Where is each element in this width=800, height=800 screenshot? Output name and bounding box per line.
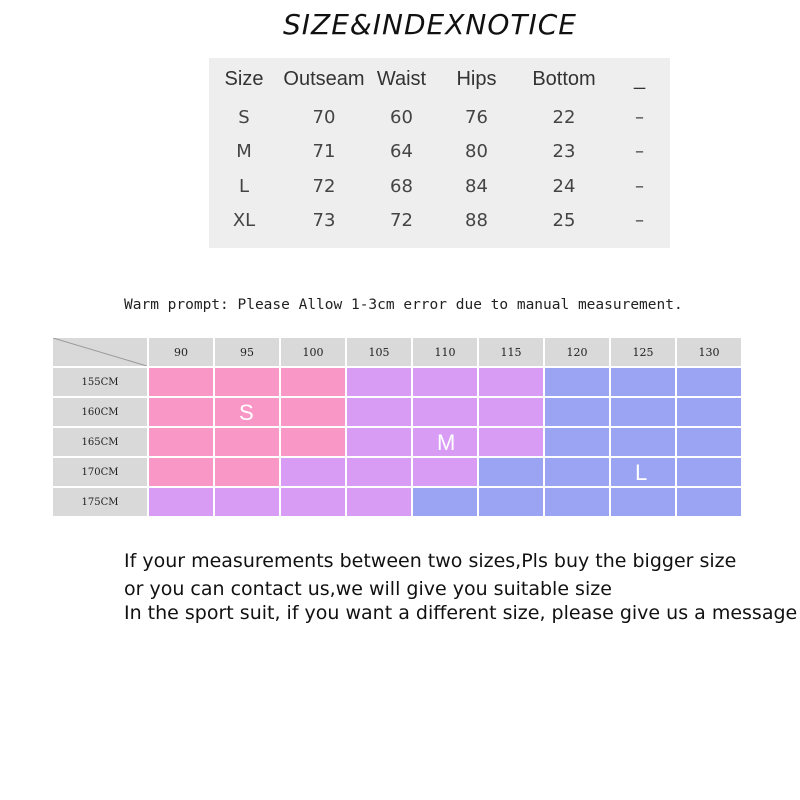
cell-extra: – bbox=[635, 175, 644, 197]
warm-prompt: Warm prompt: Please Allow 1-3cm error due to manual measurement. bbox=[124, 297, 683, 313]
grid-col-header: 95 bbox=[215, 338, 279, 366]
grid-row-header: 175CM bbox=[53, 488, 147, 516]
size-table bbox=[209, 58, 670, 238]
cell-size: L bbox=[238, 175, 250, 197]
grid-row-header: 155CM bbox=[53, 368, 147, 396]
cell-hips: 84 bbox=[465, 175, 488, 197]
grid-cell-s bbox=[149, 368, 213, 396]
grid-cell-s bbox=[281, 368, 345, 396]
grid-cell-l bbox=[545, 428, 609, 456]
grid-cell-s bbox=[215, 458, 279, 486]
grid-cell-m bbox=[413, 398, 477, 426]
grid-cell-l bbox=[545, 458, 609, 486]
page-title: SIZE&INDEXNOTICE bbox=[283, 8, 577, 41]
grid-col-header: 130 bbox=[677, 338, 741, 366]
size-grid bbox=[51, 336, 743, 518]
size-zone-label-s: S bbox=[239, 400, 254, 425]
grid-cell-m bbox=[479, 368, 543, 396]
cell-outseam: 70 bbox=[312, 106, 336, 128]
note-line-2: or you can contact us,we will give you suitable size bbox=[124, 578, 612, 600]
cell-bottom: 22 bbox=[552, 106, 576, 128]
grid-cell-s bbox=[149, 428, 213, 456]
header-waist: Waist bbox=[376, 67, 427, 90]
grid-cell-m bbox=[413, 458, 477, 486]
note-line-3: In the sport suit, if you want a different size, please give us a message bbox=[124, 602, 798, 624]
size-table-panel bbox=[209, 58, 670, 248]
cell-size: S bbox=[238, 106, 250, 128]
grid-col-header: 120 bbox=[545, 338, 609, 366]
grid-cell-l bbox=[611, 458, 675, 486]
grid-cell-s bbox=[281, 428, 345, 456]
size-zone-label-m: M bbox=[437, 430, 456, 455]
cell-waist: 72 bbox=[390, 210, 413, 232]
grid-cell-m bbox=[479, 398, 543, 426]
grid-cell-m bbox=[347, 398, 411, 426]
cell-outseam: 73 bbox=[312, 210, 336, 232]
grid-cell-m bbox=[347, 368, 411, 396]
corner-diagonal-icon bbox=[53, 338, 147, 366]
grid-cell-l bbox=[677, 488, 741, 516]
cell-extra: – bbox=[635, 106, 644, 128]
cell-bottom: 24 bbox=[552, 175, 576, 197]
note-line-1: If your measurements between two sizes,Pls buy the bigger size bbox=[124, 550, 737, 572]
grid-cell-m bbox=[215, 488, 279, 516]
cell-size: M bbox=[236, 141, 252, 163]
grid-row-header: 170CM bbox=[53, 458, 147, 486]
cell-extra: – bbox=[635, 210, 644, 232]
grid-corner bbox=[53, 338, 147, 366]
grid-cell-m bbox=[413, 428, 477, 456]
header-extra: _ bbox=[633, 67, 646, 90]
grid-row-header: 165CM bbox=[53, 428, 147, 456]
cell-hips: 88 bbox=[465, 210, 488, 232]
grid-row-header: 160CM bbox=[53, 398, 147, 426]
grid-cell-l bbox=[677, 368, 741, 396]
grid-cell-l bbox=[677, 398, 741, 426]
cell-hips: 80 bbox=[465, 141, 488, 163]
grid-cell-m bbox=[281, 488, 345, 516]
grid-cell-m bbox=[479, 428, 543, 456]
table-row bbox=[209, 204, 670, 239]
header-outseam: Outseam bbox=[283, 67, 365, 90]
grid-cell-l bbox=[677, 428, 741, 456]
grid-col-header: 125 bbox=[611, 338, 675, 366]
size-table-header-row bbox=[209, 58, 670, 100]
grid-cell-s bbox=[149, 458, 213, 486]
cell-extra: – bbox=[635, 141, 644, 163]
grid-row bbox=[53, 398, 741, 426]
table-row bbox=[209, 100, 670, 135]
grid-row bbox=[53, 488, 741, 516]
cell-waist: 60 bbox=[390, 106, 413, 128]
grid-cell-m bbox=[347, 458, 411, 486]
table-row bbox=[209, 169, 670, 204]
grid-cell-m bbox=[413, 368, 477, 396]
grid-cell-m bbox=[281, 458, 345, 486]
grid-row bbox=[53, 428, 741, 456]
grid-cell-l bbox=[479, 458, 543, 486]
grid-cell-s bbox=[215, 398, 279, 426]
cell-outseam: 72 bbox=[312, 175, 336, 197]
table-row bbox=[209, 135, 670, 170]
grid-cell-s bbox=[215, 428, 279, 456]
grid-cell-l bbox=[611, 398, 675, 426]
cell-waist: 68 bbox=[390, 175, 413, 197]
grid-cell-l bbox=[611, 368, 675, 396]
grid-cell-l bbox=[413, 488, 477, 516]
grid-cell-m bbox=[347, 488, 411, 516]
cell-hips: 76 bbox=[465, 106, 488, 128]
size-zone-label-l: L bbox=[635, 460, 648, 485]
grid-row bbox=[53, 368, 741, 396]
grid-cell-l bbox=[611, 428, 675, 456]
cell-size: XL bbox=[232, 210, 256, 232]
grid-cell-l bbox=[545, 488, 609, 516]
grid-cell-s bbox=[281, 398, 345, 426]
grid-cell-l bbox=[545, 368, 609, 396]
grid-col-header: 110 bbox=[413, 338, 477, 366]
grid-col-header: 105 bbox=[347, 338, 411, 366]
cell-bottom: 25 bbox=[552, 210, 576, 232]
cell-bottom: 23 bbox=[552, 141, 576, 163]
header-bottom: Bottom bbox=[532, 67, 596, 90]
grid-row bbox=[53, 458, 741, 486]
grid-cell-l bbox=[677, 458, 741, 486]
grid-col-header: 115 bbox=[479, 338, 543, 366]
cell-outseam: 71 bbox=[312, 141, 336, 163]
grid-cell-m bbox=[149, 488, 213, 516]
header-hips: Hips bbox=[456, 67, 497, 90]
header-size: Size bbox=[224, 67, 264, 90]
grid-cell-s bbox=[149, 398, 213, 426]
grid-cell-s bbox=[215, 368, 279, 396]
grid-header-row bbox=[53, 338, 741, 366]
grid-cell-l bbox=[611, 488, 675, 516]
size-grid-panel bbox=[51, 336, 743, 518]
cell-waist: 64 bbox=[390, 141, 413, 163]
grid-col-header: 100 bbox=[281, 338, 345, 366]
grid-cell-l bbox=[545, 398, 609, 426]
grid-cell-l bbox=[479, 488, 543, 516]
grid-col-header: 90 bbox=[149, 338, 213, 366]
grid-cell-m bbox=[347, 428, 411, 456]
